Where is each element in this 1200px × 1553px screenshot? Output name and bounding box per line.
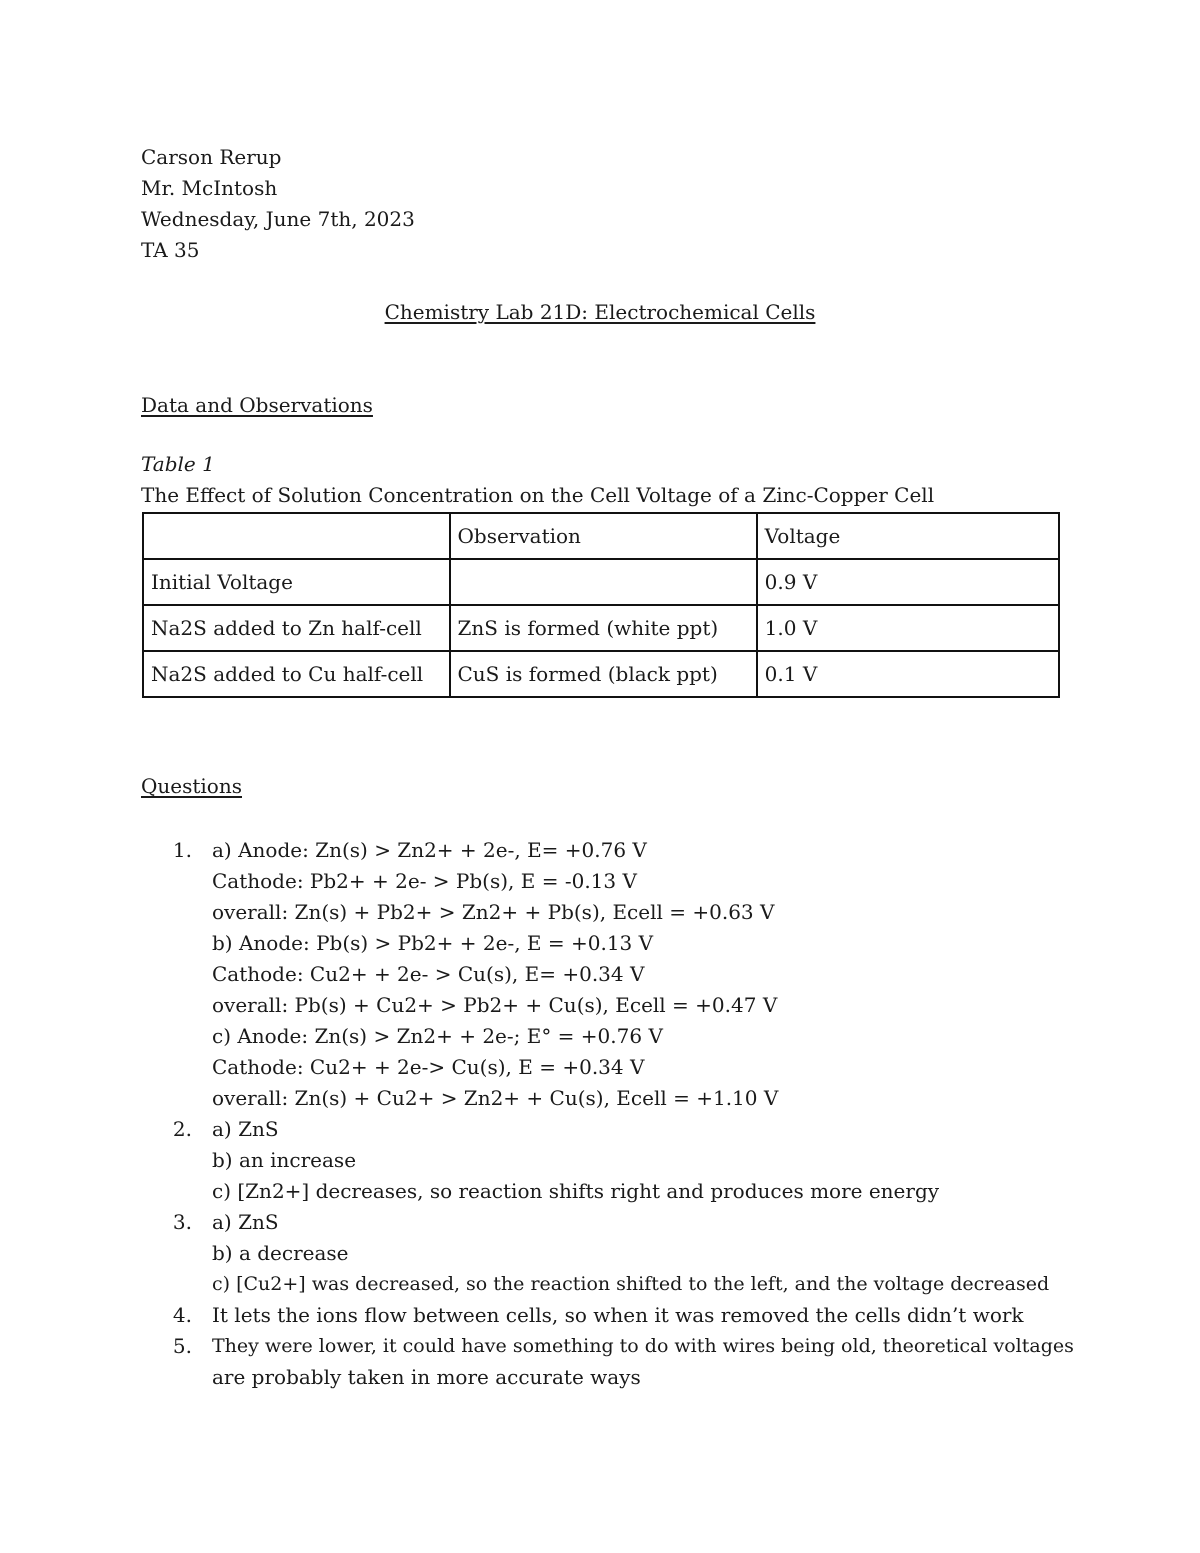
data-table xyxy=(142,512,1060,698)
answer-line: overall: Zn(s) + Pb2+ > Zn2+ + Pb(s), Ecell = +0.63 V xyxy=(212,900,775,924)
table-row xyxy=(143,651,1059,697)
answer-line: They were lower, it could have something to do with wires being old, theoretical voltages xyxy=(212,1335,1074,1357)
answer-line: It lets the ions flow between cells, so when it was removed the cells didn’t work xyxy=(212,1303,1024,1327)
answer-line: a) ZnS xyxy=(212,1117,279,1141)
table-header-cell: Observation xyxy=(450,513,757,559)
student-name: Carson Rerup xyxy=(141,145,282,169)
report-date: Wednesday, June 7th, 2023 xyxy=(141,207,415,231)
answer-line: b) a decrease xyxy=(212,1241,349,1265)
table-row xyxy=(143,559,1059,605)
answer-line: Cathode: Pb2+ + 2e- > Pb(s), E = -0.13 V xyxy=(212,869,637,893)
answer-line: Cathode: Cu2+ + 2e- > Cu(s), E= +0.34 V xyxy=(212,962,645,986)
answer-line: Cathode: Cu2+ + 2e-> Cu(s), E = +0.34 V xyxy=(212,1055,645,1079)
answer-line: overall: Zn(s) + Cu2+ > Zn2+ + Cu(s), Ecell = +1.10 V xyxy=(212,1086,779,1110)
answer-line: c) [Cu2+] was decreased, so the reaction shifted to the left, and the voltage decreased xyxy=(212,1273,1050,1295)
table-cell: ZnS is formed (white ppt) xyxy=(450,605,757,651)
question-number: 3. xyxy=(172,1210,192,1234)
question-number: 1. xyxy=(172,838,192,862)
table-header-cell xyxy=(143,513,450,559)
teacher-name: Mr. McIntosh xyxy=(141,176,278,200)
answer-line: c) Anode: Zn(s) > Zn2+ + 2e-; E° = +0.76 V xyxy=(212,1024,663,1048)
table-caption: The Effect of Solution Concentration on the Cell Voltage of a Zinc-Copper Cell xyxy=(141,483,935,507)
table-cell: Na2S added to Cu half-cell xyxy=(143,651,450,697)
table-cell xyxy=(450,559,757,605)
questions-heading: Questions xyxy=(141,774,242,798)
table-cell: CuS is formed (black ppt) xyxy=(450,651,757,697)
table-header-row xyxy=(143,513,1059,559)
question-number: 4. xyxy=(172,1303,192,1327)
answer-line: c) [Zn2+] decreases, so reaction shifts right and produces more energy xyxy=(212,1179,940,1203)
table-label: Table 1 xyxy=(141,452,215,476)
table-cell: Initial Voltage xyxy=(143,559,450,605)
class-code: TA 35 xyxy=(141,238,200,262)
table-row xyxy=(143,605,1059,651)
table-header-cell: Voltage xyxy=(757,513,1059,559)
data-section-heading: Data and Observations xyxy=(141,393,373,417)
table-cell: Na2S added to Zn half-cell xyxy=(143,605,450,651)
document-title: Chemistry Lab 21D: Electrochemical Cells xyxy=(384,300,816,324)
question-number: 2. xyxy=(172,1117,192,1141)
answer-line: are probably taken in more accurate ways xyxy=(212,1365,641,1389)
answer-line: b) an increase xyxy=(212,1148,357,1172)
table-cell: 1.0 V xyxy=(757,605,1059,651)
answer-line: a) ZnS xyxy=(212,1210,279,1234)
answer-line: a) Anode: Zn(s) > Zn2+ + 2e-, E= +0.76 V xyxy=(212,838,647,862)
answer-line: b) Anode: Pb(s) > Pb2+ + 2e-, E = +0.13 V xyxy=(212,931,654,955)
answer-line: overall: Pb(s) + Cu2+ > Pb2+ + Cu(s), Ecell = +0.47 V xyxy=(212,993,778,1017)
table-cell: 0.1 V xyxy=(757,651,1059,697)
question-number: 5. xyxy=(172,1334,192,1358)
table-cell: 0.9 V xyxy=(757,559,1059,605)
